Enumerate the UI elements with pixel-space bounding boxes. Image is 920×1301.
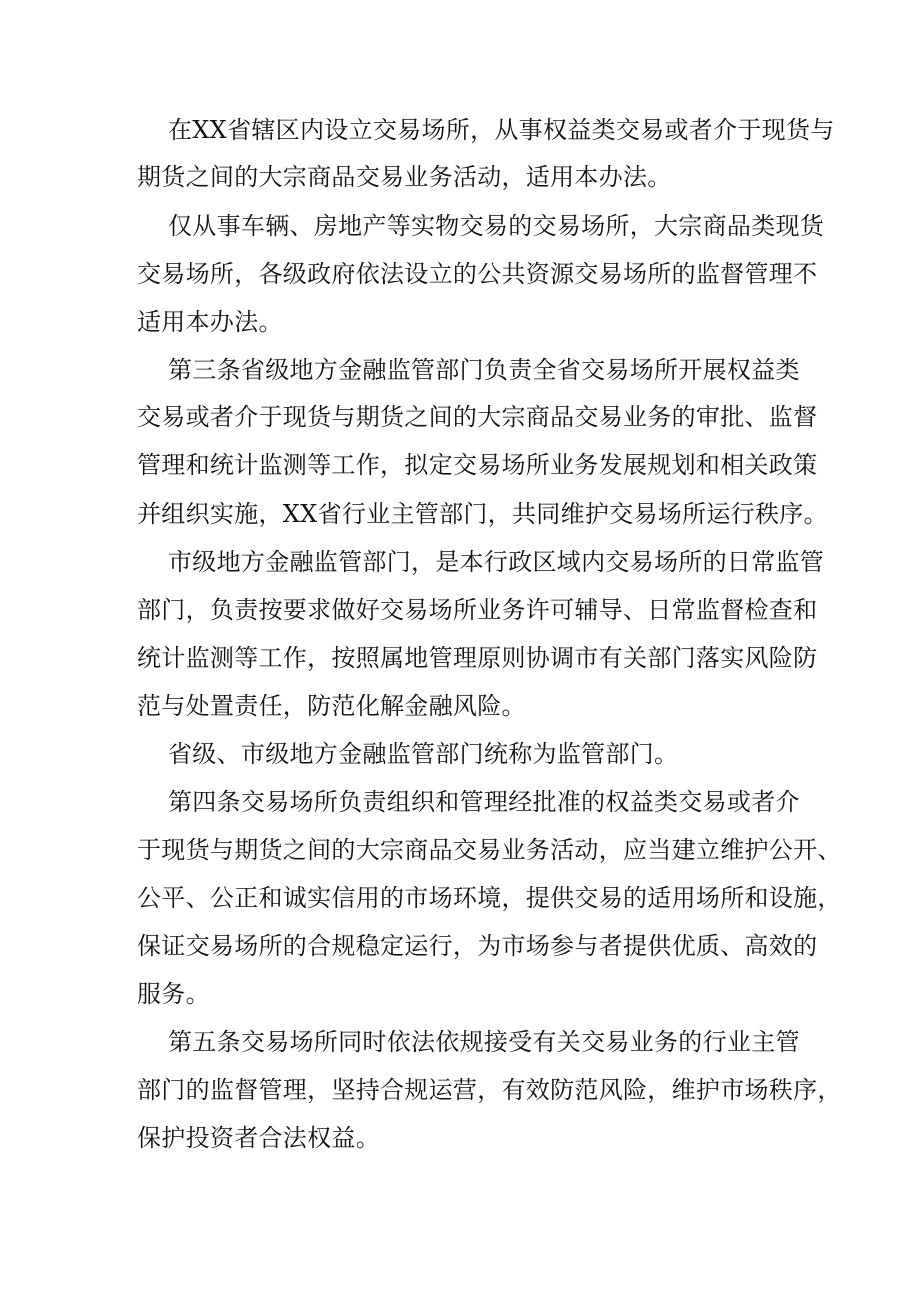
text-line: 范与处置责任，防范化解金融风险。 — [137, 692, 526, 720]
text-line: 保证交易场所的合规稳定运行，为市场参与者提供优质、高效的 — [137, 932, 818, 960]
text-line: 第五条交易场所同时依法依规接受有关交易业务的行业主管 — [168, 1028, 800, 1056]
text-line: 于现货与期货之间的大宗商品交易业务活动，应当建立维护公开、 — [137, 836, 842, 864]
text-line: 期货之间的大宗商品交易业务活动，适用本办法。 — [137, 163, 672, 191]
text-line: 保护投资者合法权益。 — [137, 1124, 380, 1152]
text-line: 市级地方金融监管部门，是本行政区域内交易场所的日常监管 — [168, 548, 825, 576]
text-line: 交易或者介于现货与期货之间的大宗商品交易业务的审批、监督 — [137, 403, 818, 431]
text-line: 部门的监督管理，坚持合规运营，有效防范风险，维护市场秩序， — [137, 1076, 842, 1104]
text-line: 并组织实施，XX省行业主管部门，共同维护交易场所运行秩序。 — [137, 500, 828, 528]
text-line: 公平、公正和诚实信用的市场环境，提供交易的适用场所和设施， — [137, 884, 842, 912]
text-line: 仅从事车辆、房地产等实物交易的交易场所，大宗商品类现货 — [168, 212, 825, 240]
text-line: 在XX省辖区内设立交易场所，从事权益类交易或者介于现货与 — [168, 116, 835, 144]
text-line: 第四条交易场所负责组织和管理经批准的权益类交易或者介 — [168, 788, 800, 816]
text-line: 交易场所，各级政府依法设立的公共资源交易场所的监督管理不 — [137, 260, 818, 288]
text-line: 适用本办法。 — [137, 308, 283, 336]
text-line: 统计监测等工作，按照属地管理原则协调市有关部门落实风险防 — [137, 644, 818, 672]
text-line: 管理和统计监测等工作，拟定交易场所业务发展规划和相关政策 — [137, 451, 818, 479]
text-line: 第三条省级地方金融监管部门负责全省交易场所开展权益类 — [168, 356, 800, 384]
text-line: 省级、市级地方金融监管部门统称为监管部门。 — [168, 740, 679, 768]
text-line: 服务。 — [137, 980, 210, 1008]
text-line: 部门，负责按要求做好交易场所业务许可辅导、日常监督检查和 — [137, 596, 818, 624]
